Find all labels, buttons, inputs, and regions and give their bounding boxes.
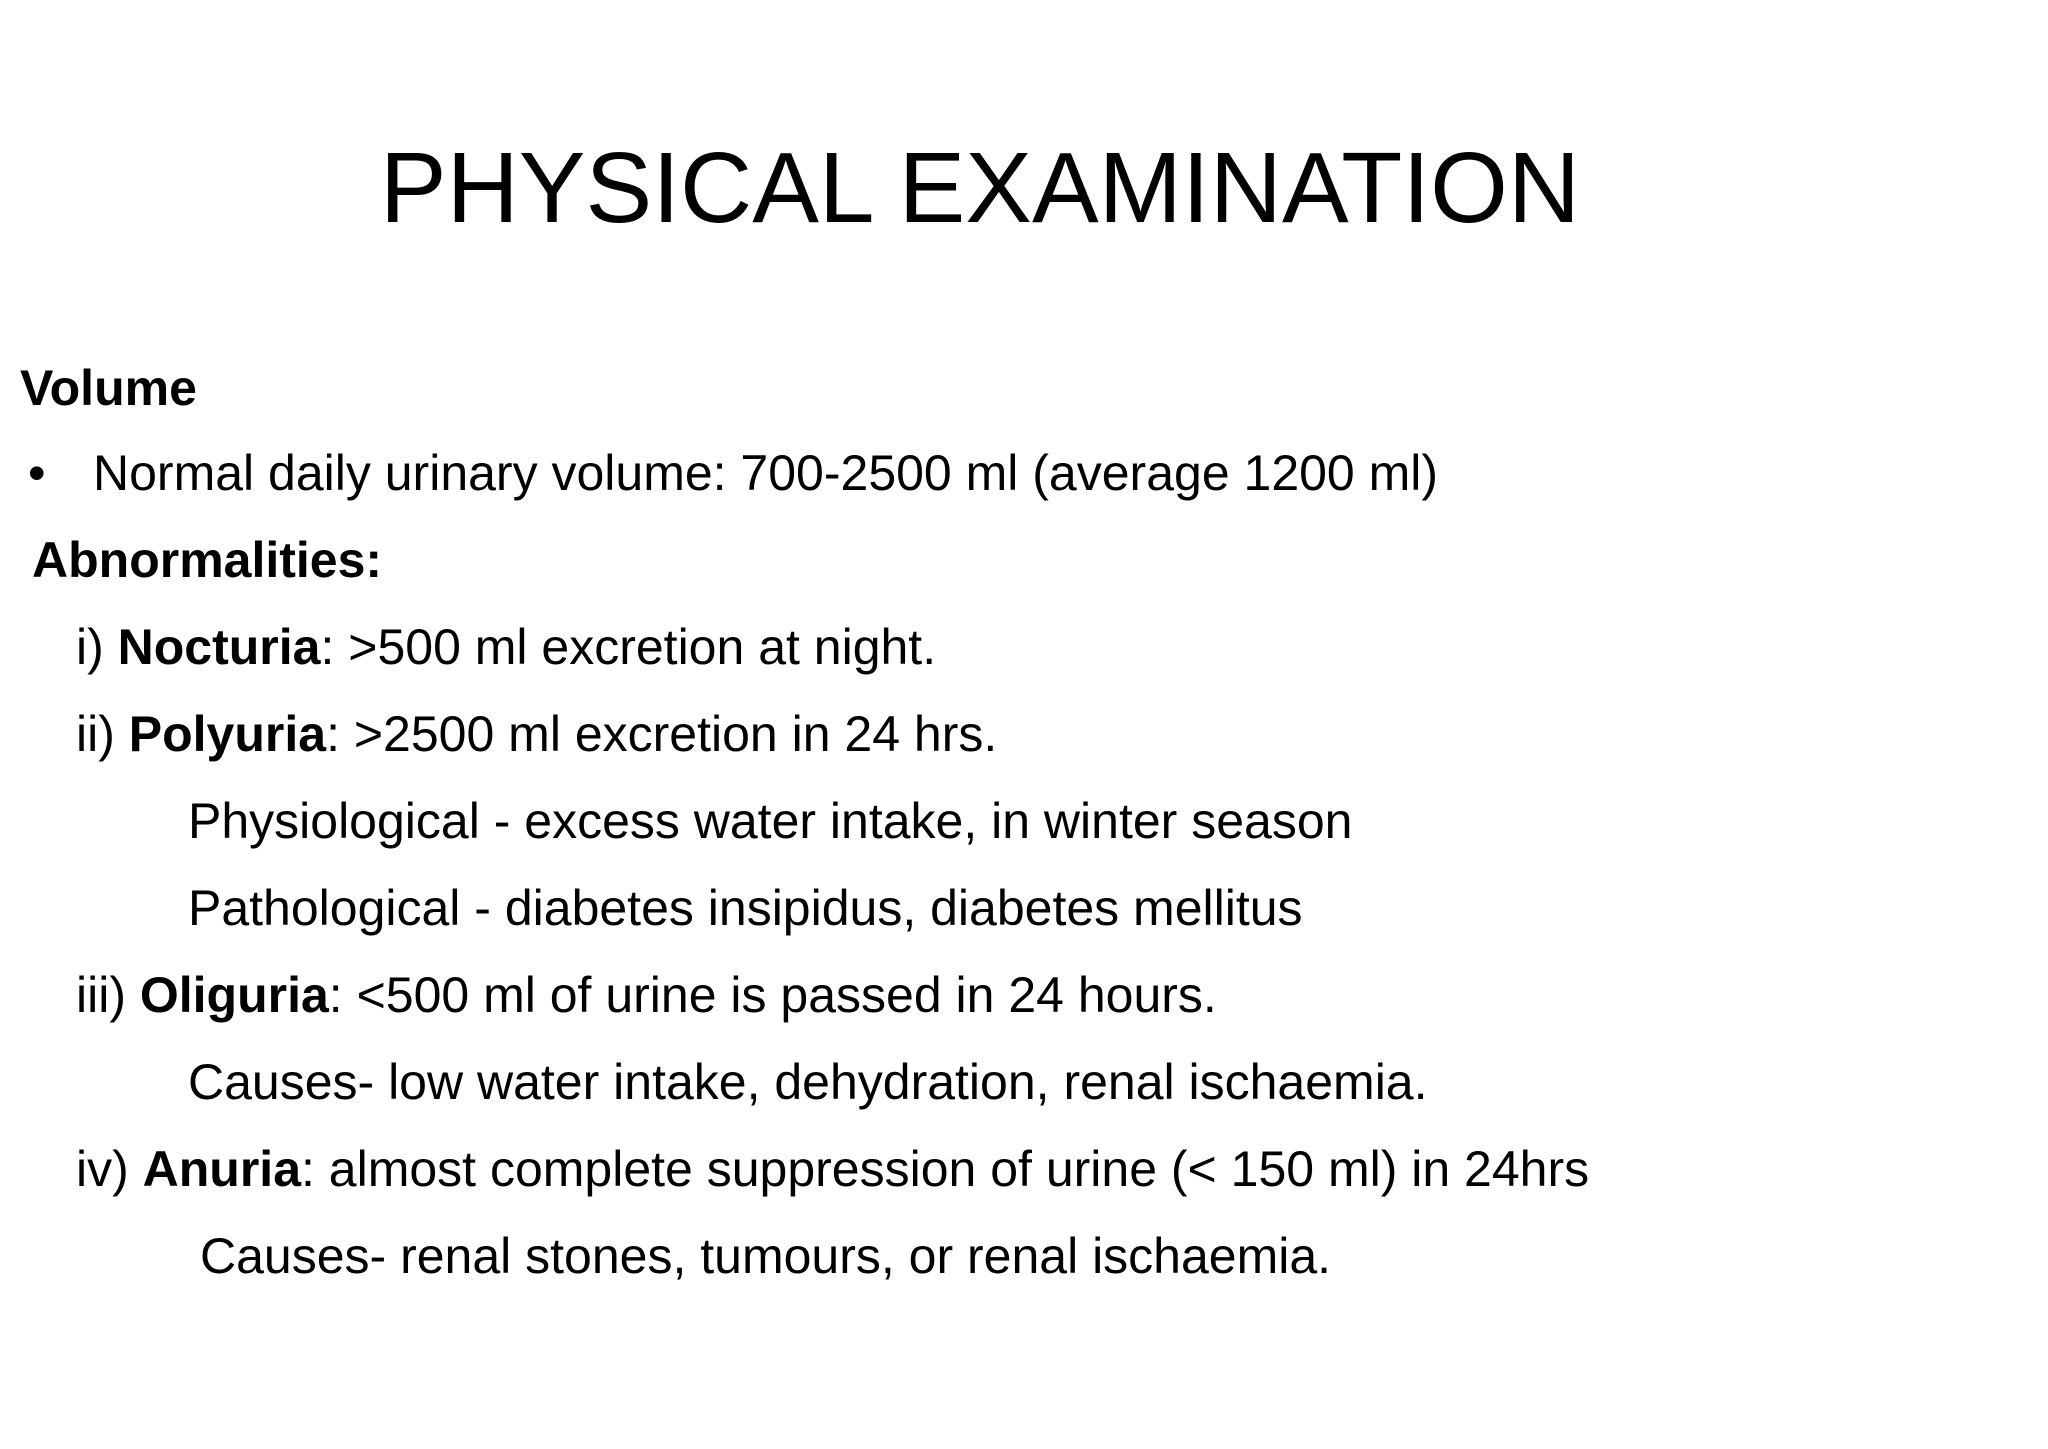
item-definition: : <500 ml of urine is passed in 24 hours. [328,967,1217,1023]
list-item-polyuria [76,704,997,764]
anuria-causes-text: Causes- renal stones, tumours, or renal ischaemia. [200,1228,1332,1284]
item-definition: : almost complete suppression of urine (< 150 ml) in 24hrs [301,1141,1590,1197]
abnormalities-heading: Abnormalities: [32,532,383,588]
item-prefix: ii) [76,706,129,762]
oliguria-causes-text: Causes- low water intake, dehydration, renal ischaemia. [188,1054,1428,1110]
item-definition: : >2500 ml excretion in 24 hrs. [326,706,998,762]
item-term: Nocturia [117,619,321,675]
normal-volume-text: Normal daily urinary volume: 700-2500 ml (average 1200 ml) [93,445,1439,501]
section-heading-volume: Volume [20,360,197,416]
item-term: Polyuria [128,706,327,762]
item-prefix: iv) [76,1141,143,1197]
item-term: Oliguria [139,967,329,1023]
list-item-oliguria [76,965,1217,1025]
polyuria-pathological-text: Pathological - diabetes insipidus, diabetes mellitus [188,880,1303,936]
item-definition: : >500 ml excretion at night. [320,619,937,675]
bullet-icon: • [28,445,46,501]
list-item-anuria [76,1139,1589,1199]
item-prefix: i) [76,619,118,675]
item-term: Anuria [142,1141,302,1197]
list-item-nocturia [76,617,936,677]
polyuria-physiological-text: Physiological - excess water intake, in winter season [188,793,1353,849]
slide-title: PHYSICAL EXAMINATION [379,132,1581,244]
item-prefix: iii) [76,967,140,1023]
